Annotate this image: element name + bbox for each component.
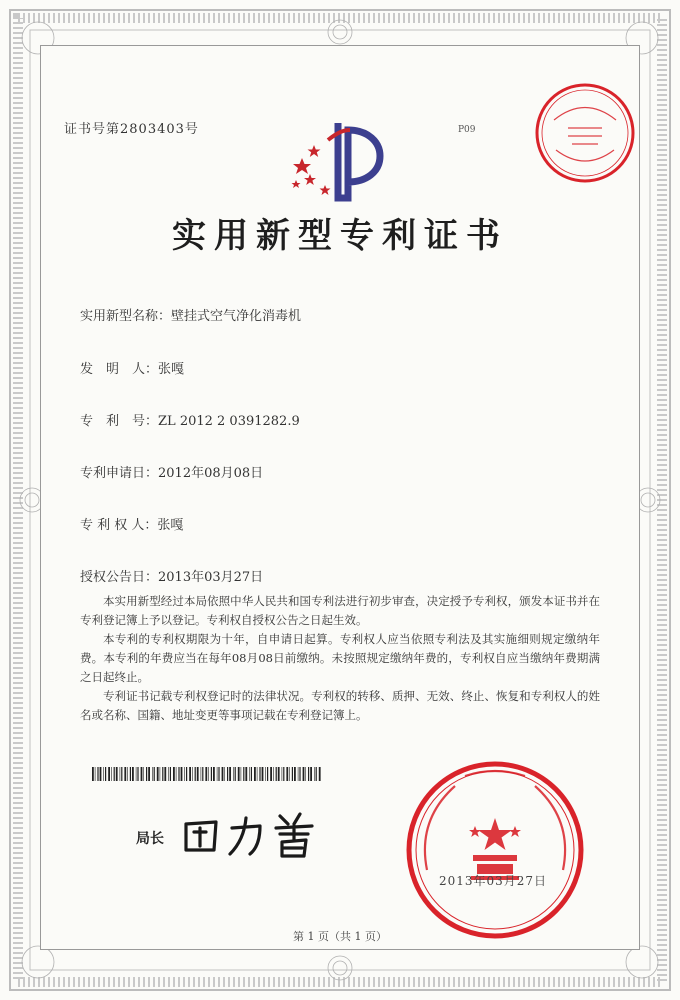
patent-office-logo-icon [280,118,400,204]
national-ip-administration-seal [405,760,585,940]
field-value: 2012年08月08日 [158,466,264,481]
field-utility-model-name [80,305,301,324]
field-value: ZL 2012 2 0391282.9 [158,414,300,429]
paragraph-legal-status: 专利证书记载专利权登记时的法律状况。专利权的转移、质押、无效、终止、恢复和专利权人的姓名或名称、国籍、地址变更等事项记载在专利登记簿上。 [80,689,600,722]
field-value: 壁挂式空气净化消毒机 [171,309,302,324]
field-application-date [80,462,263,481]
field-grant-date [80,566,263,585]
page-number: 第 1 页（共 1 页） [293,930,387,943]
field-value: 张嘎 [158,362,185,377]
field-patentee [80,514,183,533]
paragraph-grant: 本实用新型经过本局依照中华人民共和国专利法进行初步审查，决定授予专利权，颁发本证书并在专利登记簿上予以登记。专利权自授权公告之日起生效。 [80,594,600,627]
field-label: 专利申请日： [80,466,159,481]
field-label: 专 利 权 人： [80,518,158,533]
field-label: 授权公告日： [80,570,159,585]
barcode [92,767,322,781]
director-signature [176,810,336,860]
field-patent-number [80,410,300,429]
seal-date: 2013年03月27日 [438,874,548,888]
field-inventor [80,358,184,377]
field-value: 张嘎 [157,518,184,533]
field-value: 2013年03月27日 [158,570,264,585]
field-label: 实用新型名称： [80,309,172,324]
field-label: 发 明 人： [80,362,159,377]
small-mark: P09 [458,125,476,135]
organization-seal-top [532,80,638,186]
certificate-number: 证书号第2803403号 [64,122,199,137]
field-label: 专 利 号： [80,414,159,429]
certificate-body [80,592,600,725]
director-label: 局长 [136,831,164,847]
certificate-title: 实用新型专利证书 [172,216,508,256]
paragraph-term: 本专利的专利权期限为十年，自申请日起算。专利权人应当依照专利法及其实施细则规定缴纳年费。本专利的年费应当在每年08月08日前缴纳。未按照规定缴纳年费的，专利权自应当缴纳年费期满之日起终止。 [80,632,600,684]
